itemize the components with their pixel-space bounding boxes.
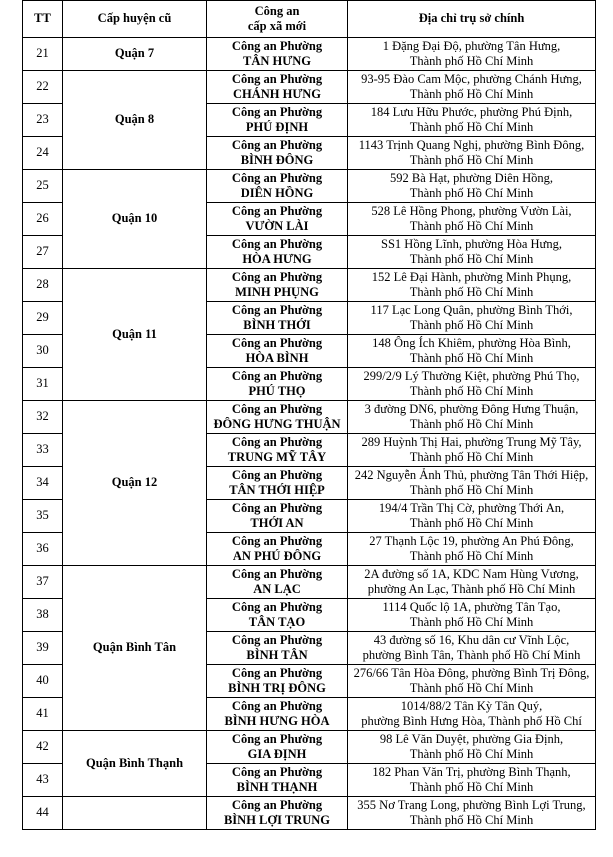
ward-prefix: Công an Phường <box>231 467 323 482</box>
ward-cell <box>207 38 348 71</box>
ward-prefix: Công an Phường <box>231 203 323 218</box>
ward-cell <box>207 236 348 269</box>
row-number: 36 <box>23 533 63 566</box>
row-number: 40 <box>23 665 63 698</box>
address-cell <box>348 731 596 764</box>
ward-cell <box>207 434 348 467</box>
district-cell: Quận 10 <box>63 170 207 269</box>
row-number: 26 <box>23 203 63 236</box>
address-line-2: Thành phố Hồ Chí Minh <box>409 384 534 398</box>
address-cell <box>348 632 596 665</box>
address-line-1: 1143 Trịnh Quang Nghị, phường Bình Đông, <box>358 137 585 152</box>
address-line-2: Thành phố Hồ Chí Minh <box>409 417 534 431</box>
row-number: 23 <box>23 104 63 137</box>
address-line-1: 289 Huỳnh Thị Hai, phường Trung Mỹ Tây, <box>361 434 582 449</box>
ward-name: HÒA BÌNH <box>245 351 309 365</box>
address-line-2: Thành phố Hồ Chí Minh <box>409 483 534 497</box>
address-cell <box>348 38 596 71</box>
address-line-2: phường Bình Hưng Hòa, Thành phố Hồ Chí <box>361 714 582 728</box>
address-line-2: Thành phố Hồ Chí Minh <box>409 516 534 530</box>
address-line-1: 276/66 Tân Hòa Đông, phường Bình Trị Đông, <box>353 665 590 680</box>
table-row <box>23 269 596 302</box>
table-row <box>23 797 596 830</box>
address-line-1: 2A đường số 1A, KDC Nam Hùng Vương, <box>364 566 579 581</box>
address-line-1: 299/2/9 Lý Thường Kiệt, phường Phú Thọ, <box>363 368 580 383</box>
address-line-1: 184 Lưu Hữu Phước, phường Phú Định, <box>370 104 573 119</box>
address-line-1: 3 đường DN6, phường Đông Hưng Thuận, <box>364 401 579 416</box>
header-ward <box>207 1 348 38</box>
ward-name: AN PHÚ ĐÔNG <box>232 549 322 563</box>
header-tt: TT <box>23 1 63 38</box>
table-body <box>23 38 596 830</box>
row-number: 41 <box>23 698 63 731</box>
ward-prefix: Công an Phường <box>231 269 323 284</box>
row-number: 44 <box>23 797 63 830</box>
address-line-2: Thành phố Hồ Chí Minh <box>409 120 534 134</box>
ward-prefix: Công an Phường <box>231 566 323 581</box>
ward-name: VƯỜN LÀI <box>245 219 309 233</box>
ward-name: TÂN TẠO <box>248 615 306 629</box>
address-cell <box>348 104 596 137</box>
ward-name: DIÊN HỒNG <box>240 186 314 200</box>
address-cell <box>348 698 596 731</box>
address-line-1: 182 Phan Văn Trị, phường Bình Thạnh, <box>372 764 571 779</box>
ward-name: PHÚ THỌ <box>248 384 306 398</box>
address-cell <box>348 71 596 104</box>
ward-prefix: Công an Phường <box>231 731 323 746</box>
table-row <box>23 71 596 104</box>
ward-name: MINH PHỤNG <box>235 285 319 299</box>
ward-name: AN LẠC <box>253 582 301 596</box>
district-cell: Quận Bình Thạnh <box>63 731 207 797</box>
address-cell <box>348 269 596 302</box>
address-cell <box>348 764 596 797</box>
address-line-2: Thành phố Hồ Chí Minh <box>409 351 534 365</box>
address-line-1: 1014/88/2 Tân Kỳ Tân Quý, <box>400 698 543 713</box>
ward-cell <box>207 797 348 830</box>
ward-cell <box>207 632 348 665</box>
address-cell <box>348 236 596 269</box>
address-line-1: 27 Thạnh Lộc 19, phường An Phú Đông, <box>369 533 574 548</box>
address-line-2: Thành phố Hồ Chí Minh <box>409 549 534 563</box>
address-line-2: Thành phố Hồ Chí Minh <box>409 87 534 101</box>
address-cell <box>348 467 596 500</box>
ward-cell <box>207 368 348 401</box>
row-number: 32 <box>23 401 63 434</box>
table-row <box>23 731 596 764</box>
address-cell <box>348 434 596 467</box>
document-page <box>22 0 595 830</box>
address-line-1: 592 Bà Hạt, phường Diên Hồng, <box>389 170 554 185</box>
ward-prefix: Công an Phường <box>231 137 323 152</box>
table-row <box>23 566 596 599</box>
police-ward-address-table <box>22 0 596 830</box>
ward-name: THỚI AN <box>250 516 304 530</box>
ward-cell <box>207 665 348 698</box>
address-line-2: Thành phố Hồ Chí Minh <box>409 285 534 299</box>
ward-prefix: Công an Phường <box>231 236 323 251</box>
row-number: 30 <box>23 335 63 368</box>
row-number: 25 <box>23 170 63 203</box>
ward-name: TRUNG MỸ TÂY <box>227 450 327 464</box>
row-number: 33 <box>23 434 63 467</box>
ward-cell <box>207 467 348 500</box>
header-address: Địa chỉ trụ sở chính <box>348 1 596 38</box>
ward-prefix: Công an Phường <box>231 368 323 383</box>
ward-prefix: Công an Phường <box>231 170 323 185</box>
row-number: 24 <box>23 137 63 170</box>
row-number: 27 <box>23 236 63 269</box>
district-cell: Quận 8 <box>63 71 207 170</box>
ward-cell <box>207 137 348 170</box>
address-cell <box>348 335 596 368</box>
address-cell <box>348 500 596 533</box>
ward-name: BÌNH HƯNG HÒA <box>224 714 330 728</box>
address-line-2: Thành phố Hồ Chí Minh <box>409 219 534 233</box>
ward-cell <box>207 170 348 203</box>
address-cell <box>348 203 596 236</box>
address-cell <box>348 599 596 632</box>
address-line-1: 148 Ông Ích Khiêm, phường Hòa Bình, <box>372 335 571 350</box>
row-number: 31 <box>23 368 63 401</box>
ward-name: BÌNH TÂN <box>246 648 308 662</box>
address-cell <box>348 665 596 698</box>
ward-cell <box>207 764 348 797</box>
address-line-2: Thành phố Hồ Chí Minh <box>409 813 534 827</box>
district-cell: Quận 7 <box>63 38 207 71</box>
address-line-1: 43 đường số 16, Khu dân cư Vĩnh Lộc, <box>373 632 570 647</box>
header-district: Cấp huyện cũ <box>63 1 207 38</box>
row-number: 37 <box>23 566 63 599</box>
address-line-2: Thành phố Hồ Chí Minh <box>409 615 534 629</box>
address-line-2: Thành phố Hồ Chí Minh <box>409 450 534 464</box>
address-cell <box>348 401 596 434</box>
row-number: 22 <box>23 71 63 104</box>
ward-prefix: Công an Phường <box>231 665 323 680</box>
address-line-1: SS1 Hồng Lĩnh, phường Hòa Hưng, <box>381 236 562 251</box>
ward-cell <box>207 698 348 731</box>
ward-prefix: Công an Phường <box>231 698 323 713</box>
header-ward-line1: Công an <box>254 3 300 18</box>
ward-name: GIA ĐỊNH <box>247 747 307 761</box>
ward-prefix: Công an Phường <box>231 401 323 416</box>
ward-prefix: Công an Phường <box>231 434 323 449</box>
address-line-1: 117 Lạc Long Quân, phường Bình Thới, <box>370 302 573 317</box>
address-line-2: Thành phố Hồ Chí Minh <box>409 747 534 761</box>
address-line-1: 242 Nguyễn Ảnh Thủ, phường Tân Thới Hiệp, <box>354 467 589 482</box>
ward-prefix: Công an Phường <box>231 632 323 647</box>
row-number: 35 <box>23 500 63 533</box>
ward-name: ĐÔNG HƯNG THUẬN <box>213 417 341 431</box>
ward-prefix: Công an Phường <box>231 302 323 317</box>
ward-cell <box>207 731 348 764</box>
address-line-2: Thành phố Hồ Chí Minh <box>409 780 534 794</box>
address-cell <box>348 566 596 599</box>
ward-cell <box>207 533 348 566</box>
row-number: 43 <box>23 764 63 797</box>
ward-name: HÒA HƯNG <box>242 252 312 266</box>
table-header <box>23 1 596 38</box>
ward-name: BÌNH THẠNH <box>236 780 318 794</box>
address-line-1: 93-95 Đào Cam Mộc, phường Chánh Hưng, <box>361 71 582 86</box>
header-row <box>23 1 596 38</box>
address-cell <box>348 302 596 335</box>
address-line-2: Thành phố Hồ Chí Minh <box>409 186 534 200</box>
row-number: 39 <box>23 632 63 665</box>
address-line-1: 1 Đặng Đại Độ, phường Tân Hưng, <box>382 38 561 53</box>
ward-prefix: Công an Phường <box>231 500 323 515</box>
address-line-2: Thành phố Hồ Chí Minh <box>409 252 534 266</box>
ward-cell <box>207 302 348 335</box>
ward-cell <box>207 401 348 434</box>
district-cell: Quận 11 <box>63 269 207 401</box>
address-cell <box>348 797 596 830</box>
address-cell <box>348 137 596 170</box>
row-number: 29 <box>23 302 63 335</box>
address-line-2: Thành phố Hồ Chí Minh <box>409 318 534 332</box>
ward-cell <box>207 599 348 632</box>
row-number: 21 <box>23 38 63 71</box>
row-number: 42 <box>23 731 63 764</box>
ward-prefix: Công an Phường <box>231 797 323 812</box>
address-cell <box>348 368 596 401</box>
district-cell: Quận Bình Tân <box>63 566 207 731</box>
address-line-1: 152 Lê Đại Hành, phường Minh Phụng, <box>371 269 572 284</box>
ward-name: BÌNH ĐÔNG <box>240 153 314 167</box>
district-cell <box>63 797 207 830</box>
address-line-2: Thành phố Hồ Chí Minh <box>409 54 534 68</box>
row-number: 38 <box>23 599 63 632</box>
district-cell: Quận 12 <box>63 401 207 566</box>
address-line-2: phường An Lạc, Thành phố Hồ Chí Minh <box>367 582 576 596</box>
address-line-1: 98 Lê Văn Duyệt, phường Gia Định, <box>379 731 564 746</box>
row-number: 34 <box>23 467 63 500</box>
ward-prefix: Công an Phường <box>231 764 323 779</box>
ward-cell <box>207 104 348 137</box>
ward-prefix: Công an Phường <box>231 533 323 548</box>
ward-prefix: Công an Phường <box>231 71 323 86</box>
ward-name: BÌNH TRỊ ĐÔNG <box>228 681 326 695</box>
address-line-2: phường Bình Tân, Thành phố Hồ Chí Minh <box>362 648 581 662</box>
address-line-2: Thành phố Hồ Chí Minh <box>409 153 534 167</box>
address-line-1: 194/4 Trần Thị Cờ, phường Thới An, <box>378 500 565 515</box>
address-line-2: Thành phố Hồ Chí Minh <box>409 681 534 695</box>
row-number: 28 <box>23 269 63 302</box>
ward-name: TÂN THỚI HIỆP <box>229 483 325 497</box>
ward-cell <box>207 203 348 236</box>
address-line-1: 528 Lê Hồng Phong, phường Vườn Lài, <box>371 203 572 218</box>
header-ward-line2: cấp xã mới <box>247 19 307 33</box>
ward-name: BÌNH THỚI <box>243 318 311 332</box>
ward-cell <box>207 269 348 302</box>
ward-prefix: Công an Phường <box>231 38 323 53</box>
table-row <box>23 38 596 71</box>
table-row <box>23 401 596 434</box>
ward-cell <box>207 335 348 368</box>
ward-name: BÌNH LỢI TRUNG <box>223 813 331 827</box>
address-line-1: 1114 Quốc lộ 1A, phường Tân Tạo, <box>382 599 561 614</box>
ward-name: CHÁNH HƯNG <box>232 87 322 101</box>
ward-prefix: Công an Phường <box>231 104 323 119</box>
ward-prefix: Công an Phường <box>231 599 323 614</box>
ward-cell <box>207 71 348 104</box>
address-cell <box>348 170 596 203</box>
ward-name: TÂN HƯNG <box>243 54 311 68</box>
ward-cell <box>207 500 348 533</box>
ward-name: PHÚ ĐỊNH <box>245 120 309 134</box>
ward-cell <box>207 566 348 599</box>
address-cell <box>348 533 596 566</box>
address-line-1: 355 Nơ Trang Long, phường Bình Lợi Trung, <box>357 797 586 812</box>
ward-prefix: Công an Phường <box>231 335 323 350</box>
table-row <box>23 170 596 203</box>
